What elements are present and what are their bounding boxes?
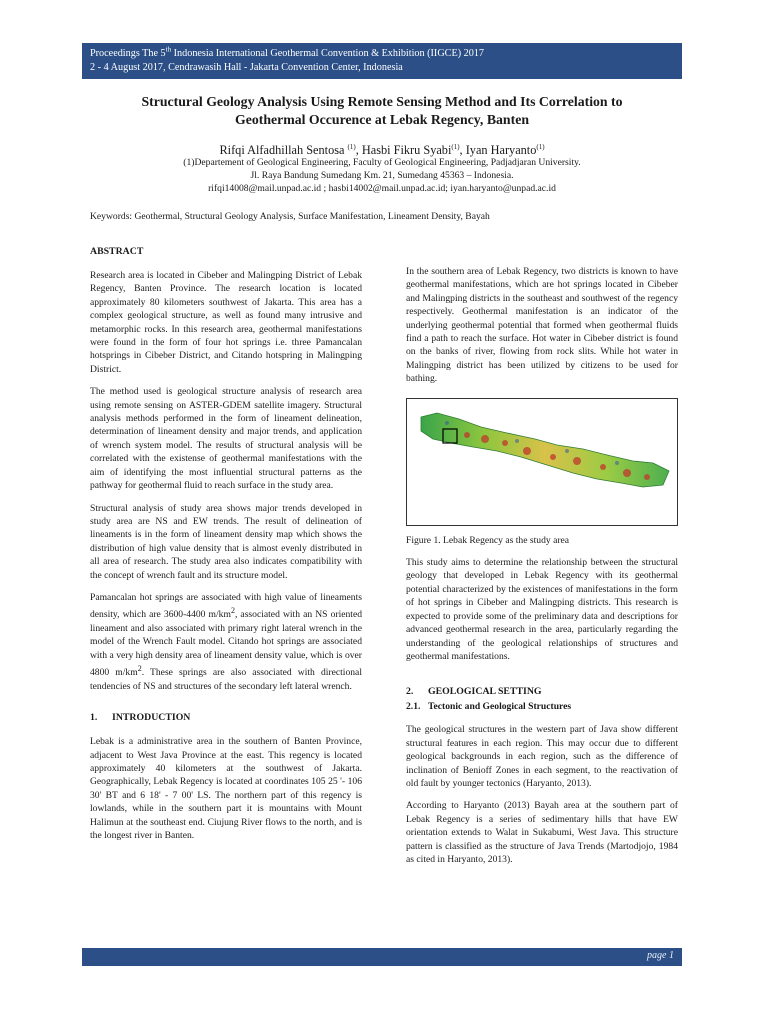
tectonic-subheading: 2.1. Tectonic and Geological Structures (406, 701, 572, 713)
header-line-1: Proceedings The 5th Indonesia International Geothermal Convention & Exhibition (IIGCE) 2017 (90, 45, 485, 59)
page-footer-bar (82, 948, 682, 966)
intro-paragraph: In the southern area of Lebak Regency, two districts is known to have geothermal manifestations, which are hot springs located in Cibeber and Malingping districts in the southeast and southwest of the regency respectively. Geothermal manifestation is an indicator of the underlying geothermal potential that formed when geothermal fluids find a path to reach the surface. Hot water in Cibeber district is found on the banks of river, flowing from rock slits. While hot water in Malingping district has been utilized by citizens to be used for bathing. (406, 266, 678, 385)
keywords: Keywords: Geothermal, Structural Geology Analysis, Surface Manifestation, Lineament Density, Bayah (90, 211, 490, 222)
intro-paragraph: This study aims to determine the relationship between the structural geology that developed in Lebak Regency with its geothermal potential characterized by the existences of manifestations in the form of hot springs in Cibeber and Malingping districts. This research is expected to provide some of the preliminary data and descriptions for advanced geothermal research in the area, particularly regarding the understanding of the geological relationships of structures and geothermal manifestations. (406, 557, 678, 662)
right-column (406, 265, 678, 875)
left-column (90, 245, 362, 851)
figure-caption: Figure 1. Lebak Regency as the study area (406, 534, 570, 546)
address: Jl. Raya Bandung Sumedang Km. 21, Sumedang 45363 – Indonesia. (250, 170, 514, 181)
figure-1-map (406, 398, 678, 526)
java-map-image (407, 399, 677, 525)
page-number: page 1 (647, 950, 674, 961)
geological-setting-heading: 2. GEOLOGICAL SETTING (406, 686, 542, 698)
paper-title: Structural Geology Analysis Using Remote Sensing Method and Its Correlation to Geothermal Occurence at Lebak Regency, Banten (141, 94, 623, 127)
affiliation: (1)Departement of Geological Engineering, Faculty of Geological Engineering, Padjadjaran University. (183, 157, 581, 168)
proceedings-header-bar (82, 43, 682, 79)
abstract-paragraph: The method used is geological structure analysis of research area using remote sensing on ASTER-GDEM satellite imagery. Structural analysis methods performed in the form of lineament delineation, determination of lineament density and major trends, and application of wrench system model. The results of structural analysis will be correlated with the existense of geothermal manifestations with the aim of identifying the most influential structural patterns as the pathway for geothermal fluid to reach surface in the study area. (90, 386, 362, 492)
abstract-paragraph: Structural analysis of study area shows major trends developed in study area are NS and EW trends. The result of delineation of lineaments is in the form of lineament density map which shows the distribution of high value density that is almost evenly distributed in all area of research. The study area also indicates compatibility with the concept of wrench fault and its structure model. (90, 502, 362, 581)
emails: rifqi14008@mail.unpad.ac.id ; hasbi14002@mail.unpad.ac.id; iyan.haryanto@unpad.ac.id (208, 183, 556, 194)
abstract-paragraph: Research area is located in Cibeber and Malingping District of Lebak Regency, Banten Province. The research location is located approximately 80 kilometers southwest of Jakarta. This area has a complex geological structure, as well as found many intrusive and metamorphic rocks. In this research area, geothermal manifestations were found in the form of four hot springs i.e. three Pamancalan hotsprings in Cibeber District, and Citando hotspring in Malingping District. (90, 270, 362, 375)
header-line-2: 2 - 4 August 2017, Cendrawasih Hall - Jakarta Convention Center, Indonesia (90, 62, 403, 73)
abstract-paragraph: Pamancalan hot springs are associated with high value of lineaments density, which are 3600-4400 $m/km^2$, associated with an NS oriented lineament and also associated with primary right lateral wrench in the model of the Wrench Fault model. Citando hot springs are associated with a very high density area of lineament density value, which is over 4800 $m/km^2$. These springs are also associated with directional tendencies of NS and structures of the secondary left lateral wrench. (90, 591, 363, 692)
intro-paragraph: Lebak is a administrative area in the southern of Banten Province, adjacent to West Java Province at the east. This regency is located approximately 40 kilometers at the southwest of Jakarta. Geographically, Lebak Regency is located at coordinates 105 25 '- 106 30' BT and 6 18' - 7 00' LS. The northern part of this regency is lowlands, while in the southern part it is mountains with Mount Halimun at the southeast end. Ciujung River flows to the north, and is the longest river in Banten. (90, 736, 362, 841)
introduction-heading: 1. INTRODUCTION (90, 712, 191, 724)
abstract-heading: ABSTRACT (90, 246, 144, 257)
geo-paragraph: According to Haryanto (2013) Bayah area at the southern part of Lebak Regency is a series of sedimentary hills that have EW orientation extends to Walat in Sukabumi, West Java. This structure pattern is classified as the structure of Java Trends (Martodjojo, 1984 as cited in Haryanto, 2013). (406, 800, 678, 865)
author-list: Rifqi Alfadhillah Sentosa $^{(1)}$, Hasbi Fikru Syabi$^{(1)}$, Iyan Haryanto$^{(1)}$ (219, 143, 545, 158)
java-island-shape (421, 413, 669, 487)
geo-paragraph: The geological structures in the western part of Java show different structural features in each region. This may occur due to different geological backgrounds in each region, such as the difference of inclination of Benioff Zones in each segment, to the reactivation of old fault by younger tectonics (Haryanto, 2013). (406, 724, 678, 789)
affiliation-block (82, 156, 682, 195)
